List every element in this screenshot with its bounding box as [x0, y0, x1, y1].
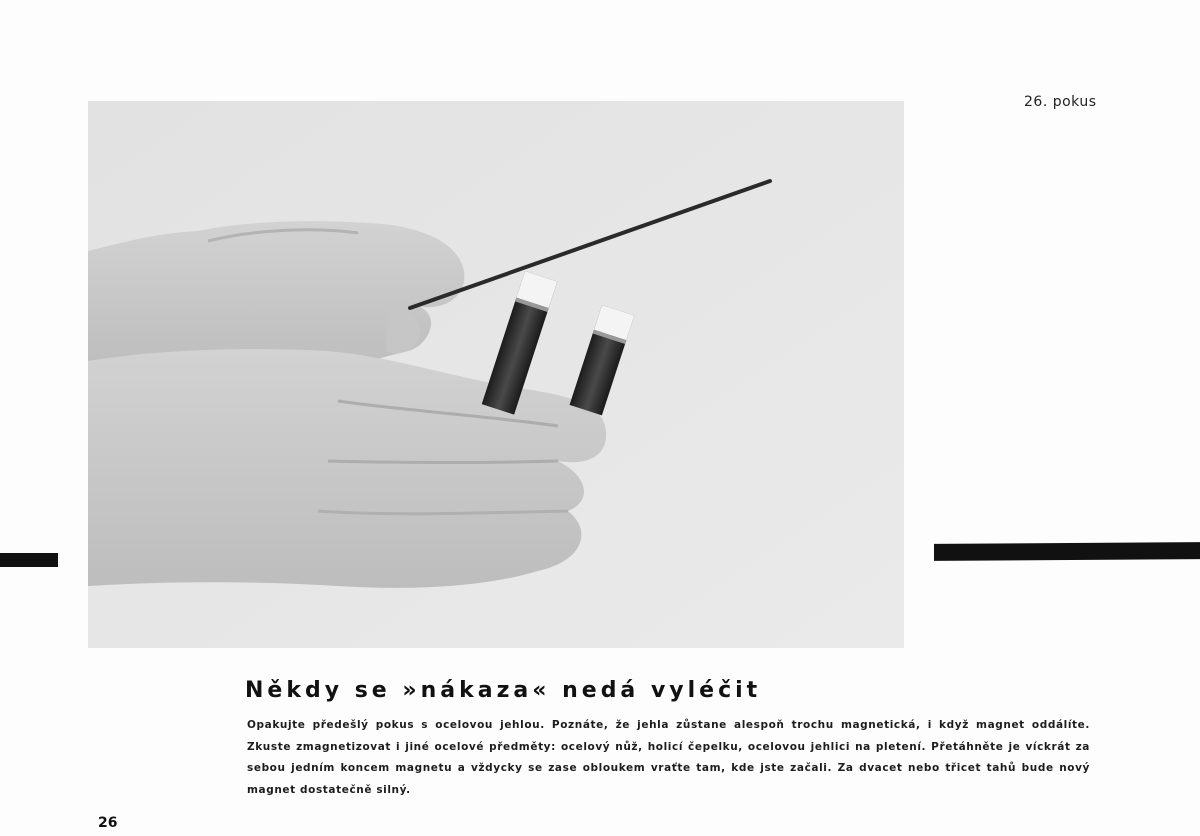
page-number: 26: [98, 815, 118, 831]
photo-hands-with-magnets: [88, 101, 904, 648]
article-body: Opakujte předešlý pokus s ocelovou jehlou. Poznáte, že jehla zůstane alespoň trochu magnetická, i když magnet oddálíte. Zkuste zmagnetizovat i jiné ocelové předměty: ocelový nůž, holicí čepelku, ocelovou jehlici na pletení. Přetáhněte je víckrát za sebou jedním koncem magnetu a vždycky se zase obloukem vraťte tam, kde jste začali. Za dvacet nebo třicet tahů bude nový magnet dostatečně silný.: [247, 719, 1090, 796]
experiment-label: 26. pokus: [1024, 94, 1097, 110]
article-heading: Někdy se »nákaza« nedá vyléčit: [245, 678, 762, 703]
decorative-bar-left: [0, 553, 58, 567]
upper-hand: [88, 221, 464, 371]
decorative-bar-right: [934, 542, 1200, 561]
